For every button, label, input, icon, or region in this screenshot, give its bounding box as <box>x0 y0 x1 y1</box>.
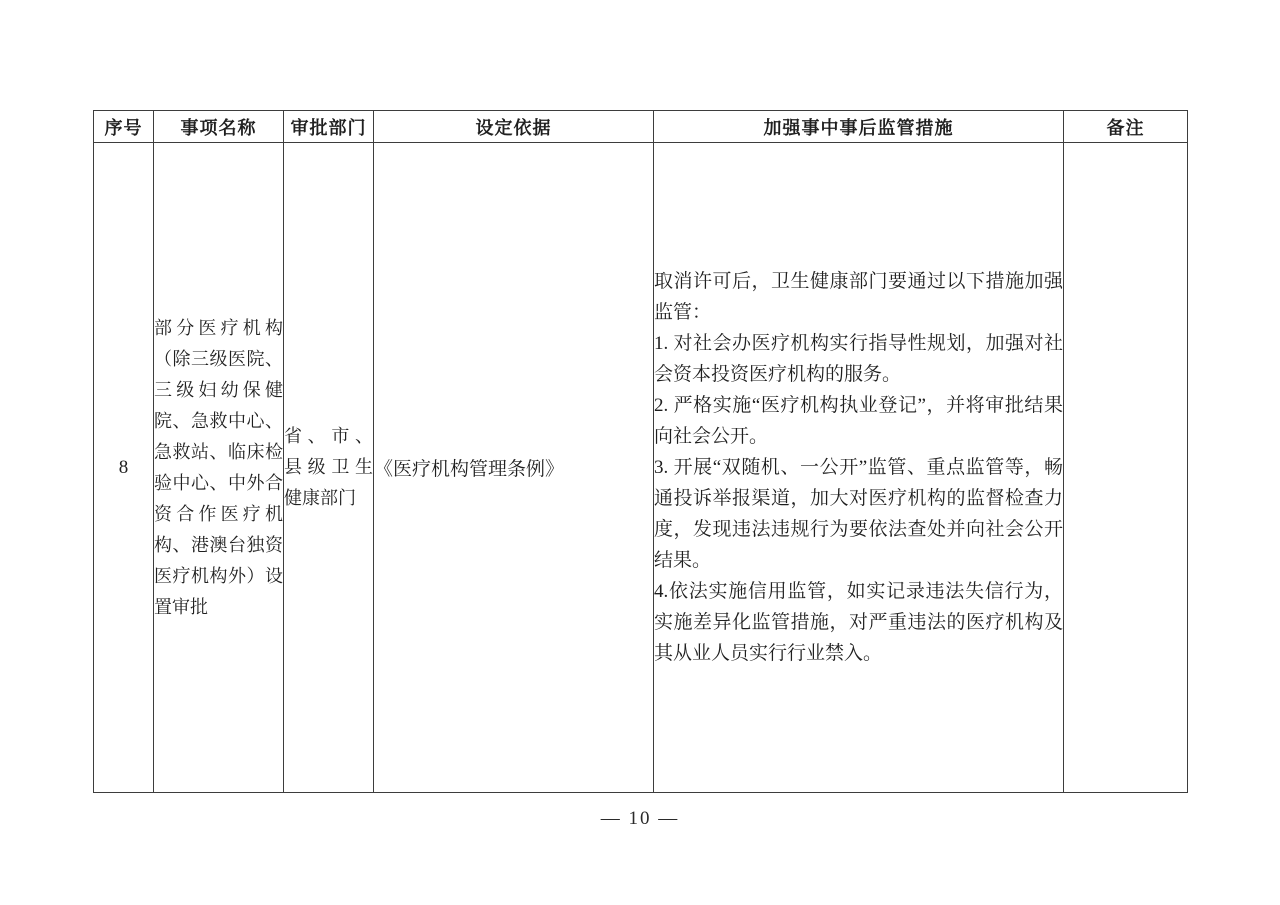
header-cell-approval-department: 审批部门 <box>284 111 374 143</box>
page-number: — 10 — <box>600 808 680 829</box>
table-row <box>94 143 1188 793</box>
setting-basis-cell: 《医疗机构管理条例》 <box>374 143 654 793</box>
header-cell-setting-basis: 设定依据 <box>374 111 654 143</box>
table-header-row <box>94 111 1188 143</box>
regulation-table <box>93 110 1188 793</box>
header-cell-item-name: 事项名称 <box>154 111 284 143</box>
row-number-cell: 8 <box>94 143 154 793</box>
measures-item-4: 4.依法实施信用监管，如实记录违法失信行为，实施差异化监管措施，对严重违法的医疗机构及其从业人员实行行业禁入。 <box>654 581 1063 664</box>
measures-intro: 取消许可后，卫生健康部门要通过以下措施加强监管： <box>654 271 1063 323</box>
header-cell-number: 序号 <box>94 111 154 143</box>
remark-cell <box>1064 143 1188 793</box>
header-cell-remark: 备注 <box>1064 111 1188 143</box>
supervision-measures-cell <box>654 143 1064 793</box>
measures-item-3: 3. 开展“双随机、一公开”监管、重点监管等，畅通投诉举报渠道，加大对医疗机构的监督检查力度，发现违法违规行为要依法查处并向社会公开结果。 <box>654 457 1063 571</box>
header-cell-supervision-measures: 加强事中事后监管措施 <box>654 111 1064 143</box>
measures-item-2: 2. 严格实施“医疗机构执业登记”，并将审批结果向社会公开。 <box>654 395 1063 447</box>
measures-item-1: 1. 对社会办医疗机构实行指导性规划，加强对社会资本投资医疗机构的服务。 <box>654 333 1063 385</box>
approval-department-cell: 省、市、县级卫生健康部门 <box>284 143 374 793</box>
item-name-cell: 部分医疗机构（除三级医院、三级妇幼保健院、急救中心、急救站、临床检验中心、中外合资合作医疗机构、港澳台独资医疗机构外）设置审批 <box>154 143 284 793</box>
